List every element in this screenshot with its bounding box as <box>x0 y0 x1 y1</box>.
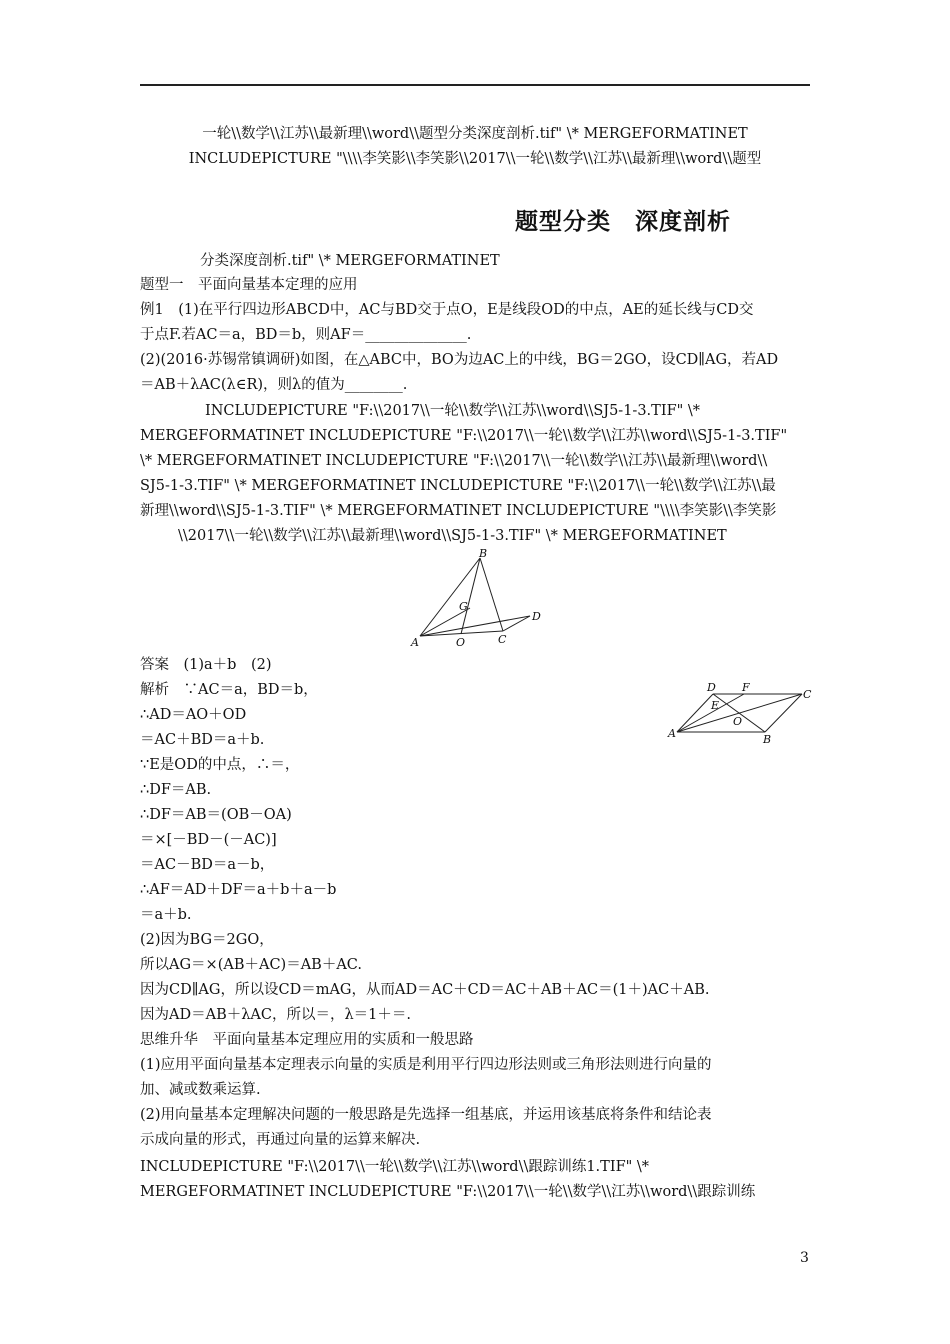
text-line: 因为CD∥AG，所以设CD＝mAG，从而AD＝AC＋CD＝AC＋AB＋AC＝(1＋)AC＋AB. <box>140 982 710 998</box>
field-code-line: MERGEFORMATINET INCLUDEPICTURE "F:\\2017\\一轮\\数学\\江苏\\word\\跟踪训练 <box>140 1184 756 1200</box>
field-code-line: INCLUDEPICTURE "F:\\2017\\一轮\\数学\\江苏\\word\\SJ5-1-3.TIF" \* <box>205 403 701 419</box>
label-b: B <box>479 548 488 560</box>
field-code-line: MERGEFORMATINET INCLUDEPICTURE "F:\\2017\\一轮\\数学\\江苏\\word\\SJ5-1-3.TIF" <box>140 428 788 444</box>
triangle-figure <box>405 548 555 650</box>
text-line: (2)因为BG＝2GO， <box>140 932 274 948</box>
field-code-line: \* MERGEFORMATINET INCLUDEPICTURE "F:\\2017\\一轮\\数学\\江苏\\最新理\\word\\ <box>140 453 768 469</box>
field-code-line: \\2017\\一轮\\数学\\江苏\\最新理\\word\\SJ5-1-3.TIF" \* MERGEFORMATINET <box>178 528 727 544</box>
text-line: 示成向量的形式，再通过向量的运算来解决. <box>140 1132 421 1148</box>
label-b: B <box>763 733 772 746</box>
text-line: ＝AC＋BD＝a＋b. <box>140 732 265 748</box>
text-line: ＝×[－BD－(－AC)] <box>140 832 277 848</box>
field-code-line: 新理\\word\\SJ5-1-3.TIF" \* MERGEFORMATINET INCLUDEPICTURE "\\\\李笑影\\李笑影 <box>140 503 777 519</box>
page-number: 3 <box>800 1250 809 1266</box>
header-line-1: 一轮\\数学\\江苏\\最新理\\word\\题型分类深度剖析.tif" \* MERGEFORMATINET <box>202 126 748 142</box>
answer-line: 答案 (1)a＋b (2) <box>140 657 272 673</box>
field-code-line: INCLUDEPICTURE "F:\\2017\\一轮\\数学\\江苏\\word\\跟踪训练1.TIF" \* <box>140 1159 650 1175</box>
label-a: A <box>668 727 676 740</box>
text-line: (2)(2016·苏锡常镇调研)如图，在△ABC中，BO为边AC上的中线，BG＝2GO，设CD∥AG，若AD <box>140 352 779 368</box>
label-g: G <box>459 600 468 613</box>
text-line: ∴AF＝AD＋DF＝a＋b＋a－b <box>140 882 337 898</box>
text-line: 所以AG＝×(AB＋AC)＝AB＋AC. <box>140 957 362 973</box>
label-d: D <box>707 681 716 694</box>
text-line: 加、减或数乘运算. <box>140 1082 261 1098</box>
text-line: ∴DF＝AB＝(OB－OA) <box>140 807 292 823</box>
text-line: ∴DF＝AB. <box>140 782 212 798</box>
label-e: E <box>711 699 720 712</box>
label-c: C <box>498 633 507 646</box>
field-code-line: SJ5-1-3.TIF" \* MERGEFORMATINET INCLUDEPICTURE "F:\\2017\\一轮\\数学\\江苏\\最 <box>140 478 776 494</box>
text-line: (1)应用平面向量基本定理表示向量的实质是利用平行四边形法则或三角形法则进行向量的 <box>140 1057 712 1073</box>
text-line: 解析 ∵AC＝a，BD＝b， <box>140 682 318 698</box>
text-line: (2)用向量基本定理解决问题的一般思路是先选择一组基底，并运用该基底将条件和结论表 <box>140 1107 712 1123</box>
parallelogram-figure <box>665 680 815 748</box>
label-o: O <box>456 636 466 649</box>
label-f: F <box>742 681 750 694</box>
text-line: 因为AD＝AB＋λAC，所以＝，λ＝1＋＝. <box>140 1007 412 1023</box>
text-line: 例1 (1)在平行四边形ABCD中，AC与BD交于点O，E是线段OD的中点，AE的延长线与CD交 <box>140 302 754 318</box>
summary-heading: 思维升华 平面向量基本定理应用的实质和一般思路 <box>140 1032 474 1048</box>
label-a: A <box>411 636 419 649</box>
header-line-2: INCLUDEPICTURE "\\\\李笑影\\李笑影\\2017\\一轮\\数学\\江苏\\最新理\\word\\题型 <box>188 151 762 167</box>
text-line: ∵E是OD的中点，∴＝， <box>140 757 300 773</box>
text-line: 分类深度剖析.tif" \* MERGEFORMATINET <box>200 253 500 269</box>
header-rule <box>140 84 810 86</box>
label-o: O <box>733 715 743 728</box>
text-line: ＝a＋b. <box>140 907 192 923</box>
label-d: D <box>532 610 541 623</box>
section-title: 题型分类 深度剖析 <box>515 209 731 235</box>
text-line: ＝AB＋λAC(λ∈R)，则λ的值为________. <box>140 377 408 393</box>
label-c: C <box>803 688 812 701</box>
problem-type-heading: 题型一 平面向量基本定理的应用 <box>140 277 358 293</box>
text-line: ＝AC－BD＝a－b， <box>140 857 275 873</box>
text-line: ∴AD＝AO＋OD <box>140 707 247 723</box>
text-line: 于点F.若AC＝a，BD＝b，则AF＝______________. <box>140 327 472 343</box>
